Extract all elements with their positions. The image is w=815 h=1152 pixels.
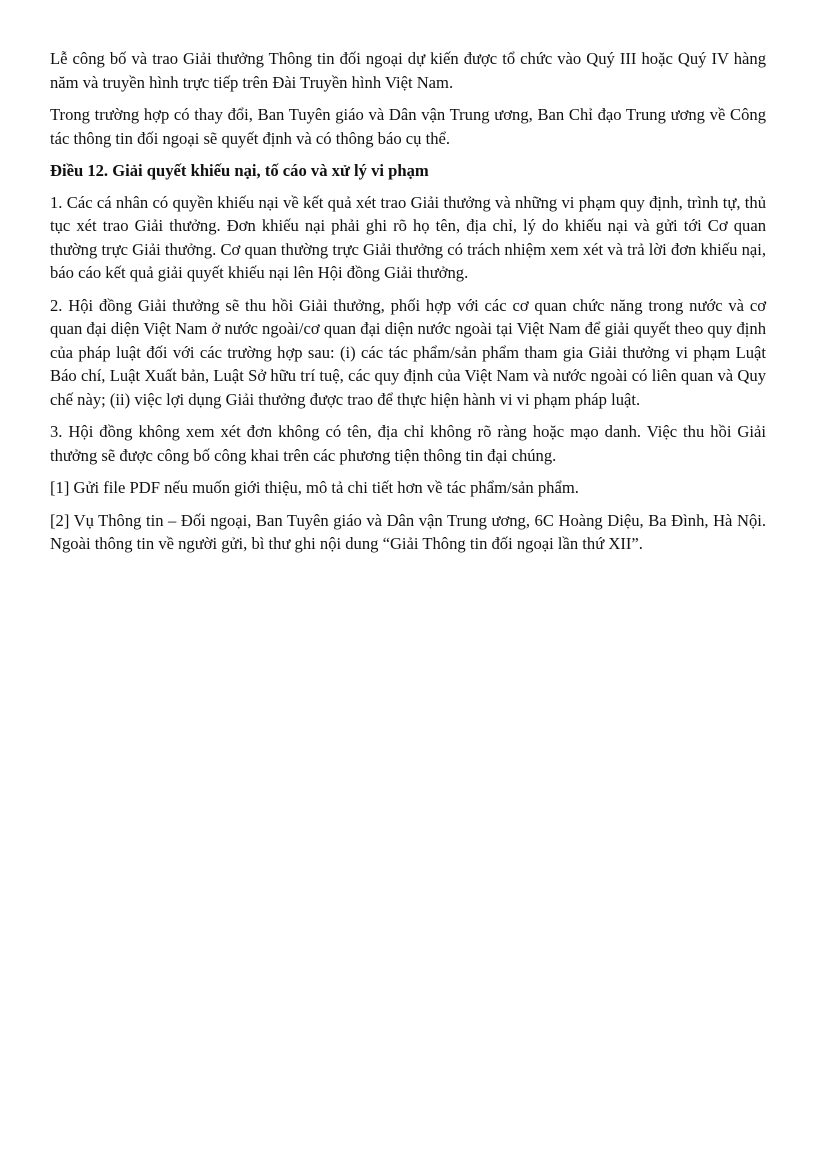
article-paragraph: 3. Hội đồng không xem xét đơn không có tên, địa chỉ không rõ ràng hoặc mạo danh. Việc thu hồi Giải thưởng sẽ được công bố công khai trên các phương tiện thông tin đại chúng. (50, 422, 766, 465)
intro-paragraph: Lễ công bố và trao Giải thưởng Thông tin đối ngoại dự kiến được tổ chức vào Quý III hoặc Quý IV hàng năm và truyền hình trực tiếp trên Đài Truyền hình Việt Nam. (50, 49, 766, 92)
article-paragraph: 1. Các cá nhân có quyền khiếu nại về kết quả xét trao Giải thưởng và những vi phạm quy định, trình tự, thủ tục xét trao Giải thưởng. Đơn khiếu nại phải ghi rõ họ tên, địa chỉ, lý do khiếu nại và gửi tới Cơ quan thường trực Giải thưởng. Cơ quan thường trực Giải thưởng có trách nhiệm xem xét và trả lời đơn khiếu nại, báo cáo kết quả giải quyết khiếu nại lên Hội đồng Giải thưởng. (50, 192, 766, 282)
intro-paragraph: Trong trường hợp có thay đổi, Ban Tuyên giáo và Dân vận Trung ương, Ban Chỉ đạo Trung ương về Công tác thông tin đối ngoại sẽ quyết định và có thông báo cụ thể. (50, 105, 766, 148)
footnote: [1] Gửi file PDF nếu muốn giới thiệu, mô tả chi tiết hơn về tác phẩm/sản phẩm. (50, 478, 579, 497)
document-page (50, 47, 766, 565)
article-paragraph: 2. Hội đồng Giải thưởng sẽ thu hồi Giải thưởng, phối hợp với các cơ quan chức năng trong nước và cơ quan đại diện Việt Nam ở nước ngoài/cơ quan đại diện nước ngoài tại Việt Nam để giải quyết theo quy định của pháp luật đối với các trường hợp sau: (i) các tác phẩm/sản phẩm tham gia Giải thưởng vi phạm Luật Báo chí, Luật Xuất bản, Luật Sở hữu trí tuệ, các quy định của Việt Nam và nước ngoài có liên quan và Quy chế này; (ii) việc lợi dụng Giải thưởng được trao để thực hiện hành vi vi phạm pháp luật. (50, 295, 766, 409)
article-heading: Điều 12. Giải quyết khiếu nại, tố cáo và xử lý vi phạm (50, 161, 429, 180)
footnote: [2] Vụ Thông tin – Đối ngoại, Ban Tuyên giáo và Dân vận Trung ương, 6C Hoàng Diệu, Ba Đình, Hà Nội. Ngoài thông tin về người gửi, bì thư ghi nội dung “Giải Thông tin đối ngoại lần thứ XII”. (50, 510, 766, 553)
